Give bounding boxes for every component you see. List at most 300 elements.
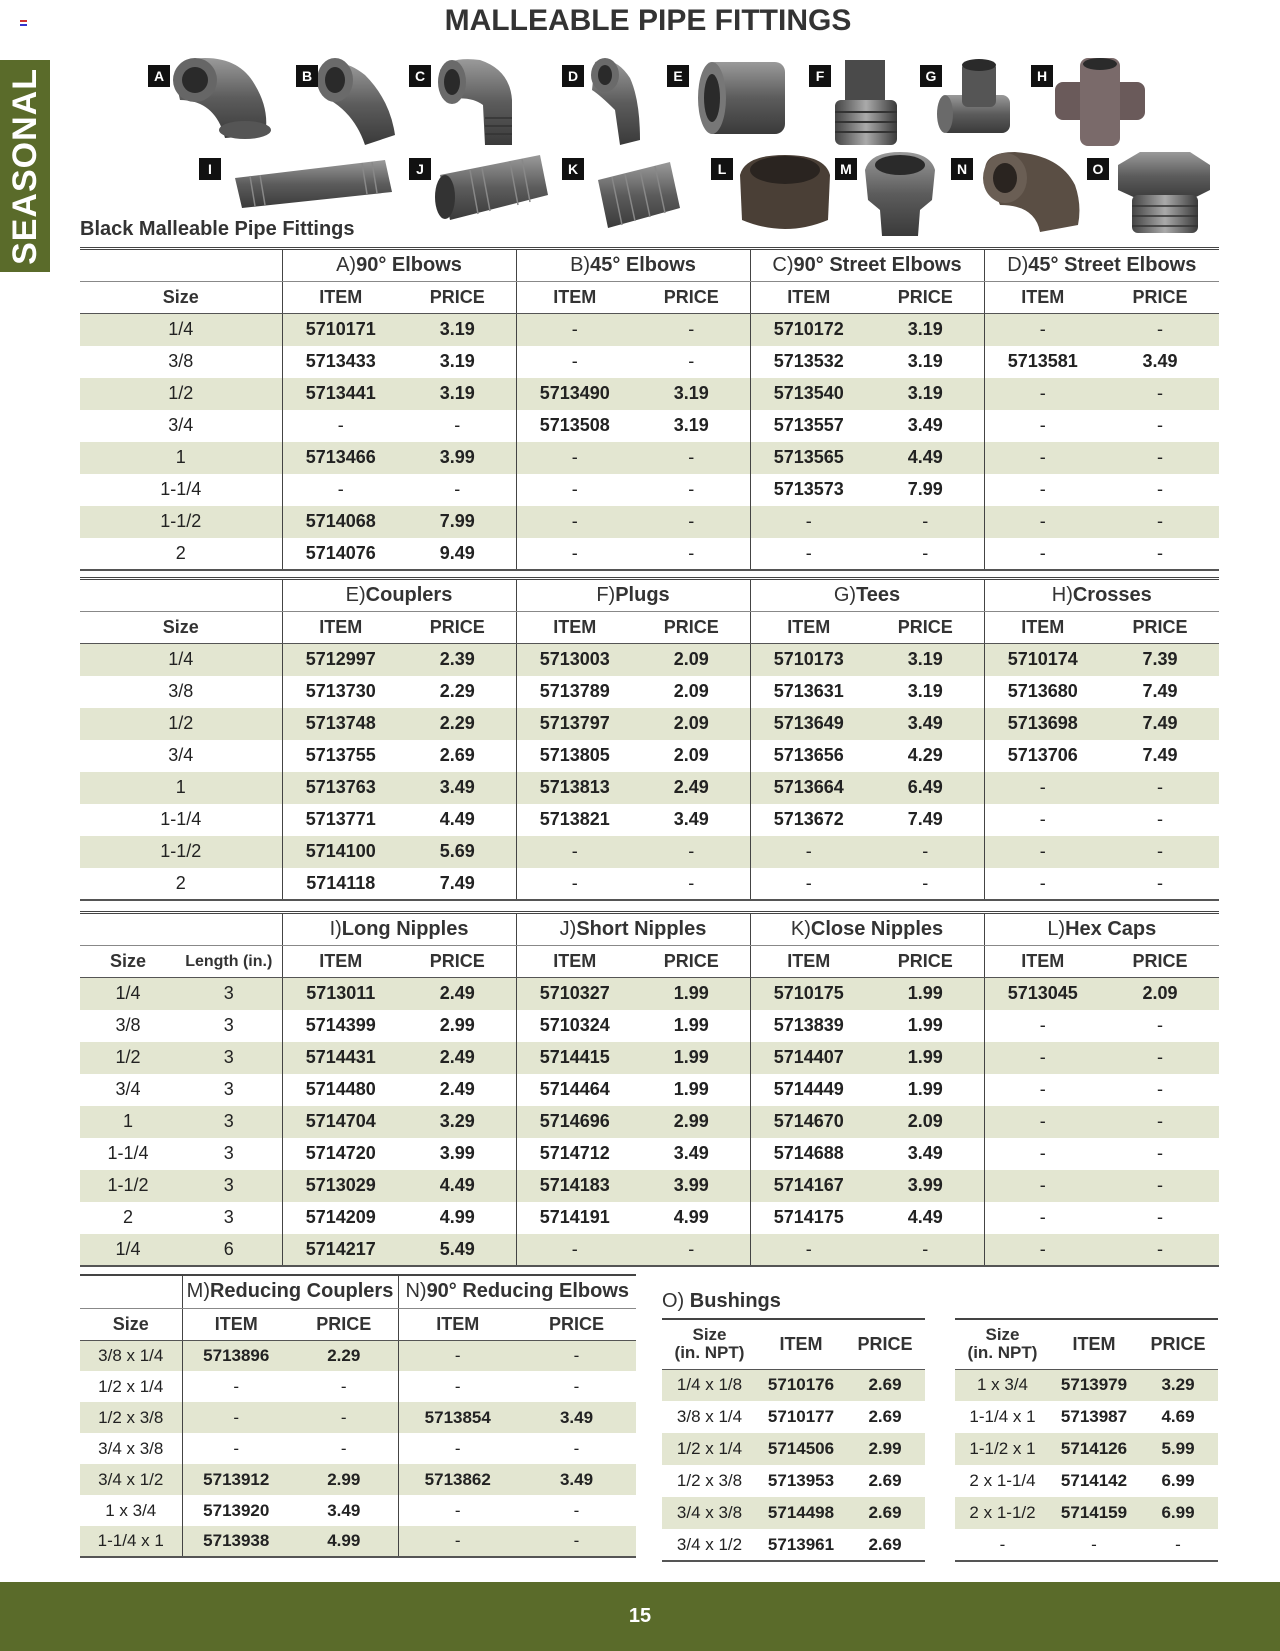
- table-cell: 3.99: [867, 1170, 984, 1202]
- table-cell: 2.49: [439, 1079, 475, 1099]
- table-cell: -: [290, 1402, 398, 1433]
- col-header-price: PRICE: [867, 282, 984, 314]
- table-row: [80, 1402, 636, 1433]
- table-row: [80, 644, 1219, 676]
- table-cell: 3: [223, 1079, 234, 1099]
- table-cell: -: [398, 1340, 517, 1371]
- table-cell: -: [984, 1106, 1101, 1138]
- table-cell: 3.49: [399, 772, 516, 804]
- table-cell: 5713003: [516, 644, 633, 676]
- table-cell: 3.19: [399, 378, 516, 410]
- reducing-elbow-photo: [983, 152, 1079, 232]
- table-cell: 5714142: [1060, 1471, 1128, 1490]
- table-cell: 3: [223, 1015, 234, 1035]
- table-cell: -: [984, 314, 1101, 346]
- table-cell: -: [999, 1534, 1006, 1554]
- table-cell: -: [398, 1371, 517, 1402]
- col-header-price: PRICE: [845, 1319, 925, 1369]
- table-cell: 5714431: [282, 1042, 399, 1074]
- table-cell: -: [633, 442, 750, 474]
- table-cell: 1.99: [907, 1079, 943, 1099]
- tee-photo: [937, 59, 1010, 133]
- table-cell: 3.19: [867, 378, 984, 410]
- table-cell: 5714415: [516, 1042, 633, 1074]
- table-row: [80, 538, 1219, 570]
- col-header-item: ITEM: [984, 282, 1101, 314]
- page-number: 15: [628, 1605, 652, 1627]
- table-cell: 5713508: [516, 410, 633, 442]
- table-row: [80, 1464, 636, 1495]
- table-cell: 5713748: [282, 708, 399, 740]
- reducing-coupler-photo: [865, 152, 935, 236]
- table-cell: 1-1/2: [80, 506, 282, 538]
- table-cell: 5713987: [1060, 1407, 1128, 1426]
- group-header: D)45° Street Elbows: [984, 249, 1219, 282]
- table-cell: 3: [176, 1170, 282, 1202]
- table-cell: 1.99: [633, 978, 750, 1010]
- col-header-price: PRICE: [1101, 946, 1219, 978]
- col-header-item: ITEM: [984, 612, 1101, 644]
- table-cell: -: [454, 415, 461, 435]
- table-cell: 5.99: [1138, 1433, 1218, 1465]
- table-cell: -: [867, 1234, 984, 1266]
- table-cell: 5.69: [399, 836, 516, 868]
- table-cell: 5714175: [750, 1202, 867, 1234]
- table-cell: -: [516, 868, 633, 900]
- table-cell: -: [1101, 378, 1219, 410]
- table-cell: -: [398, 1433, 517, 1464]
- table-cell: 2.09: [1101, 978, 1219, 1010]
- table-cell: 3.19: [399, 314, 516, 346]
- table-cell: 5710324: [516, 1010, 633, 1042]
- product-photos: [0, 0, 1280, 250]
- table-cell: 5713656: [750, 740, 867, 772]
- table-cell: 5713581: [984, 346, 1101, 378]
- table-cell: -: [867, 836, 984, 868]
- table-cell: 4.49: [399, 1170, 516, 1202]
- table-cell: 1-1/4: [160, 479, 202, 499]
- table-cell: 3/4: [115, 1079, 141, 1099]
- table-cell: -: [984, 868, 1101, 900]
- table-cell: 5714183: [516, 1170, 633, 1202]
- table-cell: -: [984, 506, 1101, 538]
- table-cell: -: [573, 1438, 580, 1458]
- table-cell: -: [1157, 1015, 1164, 1035]
- table-row: [80, 868, 1219, 900]
- table-cell: 5714209: [282, 1202, 399, 1234]
- table-cell: -: [688, 351, 695, 371]
- table-cell: 2.29: [399, 708, 516, 740]
- table-row: [80, 978, 1219, 1010]
- table-cell: 5714100: [282, 836, 399, 868]
- table-cell: 5713839: [750, 1010, 867, 1042]
- table-cell: -: [984, 1010, 1101, 1042]
- table-row: [955, 1529, 1218, 1561]
- table-cell: 5714399: [282, 1010, 399, 1042]
- table-cell: -: [922, 872, 929, 893]
- table-cell: -: [516, 1234, 633, 1266]
- table-cell: 5713953: [767, 1471, 835, 1490]
- table-cell: 1-1/4 x 1: [80, 1526, 182, 1557]
- col-header-price: PRICE: [399, 612, 516, 644]
- table-cell: 5714464: [516, 1074, 633, 1106]
- table-cell: -: [573, 1376, 580, 1396]
- table-cell: 5710177: [767, 1407, 835, 1426]
- product-label-l: L: [711, 158, 733, 180]
- table-cell: -: [454, 479, 461, 499]
- table-row: [80, 1371, 636, 1402]
- col-header-item: ITEM: [750, 282, 867, 314]
- table-cell: 5714720: [282, 1138, 399, 1170]
- product-label-d: D: [562, 65, 584, 87]
- table-row: [662, 1401, 925, 1433]
- table-cell: 7.49: [1101, 708, 1219, 740]
- table-cell: -: [984, 538, 1101, 570]
- bushings-title: O) Bushings: [662, 1290, 781, 1312]
- col-header-price: PRICE: [517, 1308, 636, 1340]
- table-row: [662, 1369, 925, 1401]
- table-cell: 3.19: [907, 681, 943, 701]
- table-cell: -: [984, 772, 1101, 804]
- table-cell: 5714118: [282, 868, 399, 900]
- table-row: [80, 740, 1219, 772]
- table-cell: 5710175: [750, 978, 867, 1010]
- table-cell: 6.99: [1138, 1497, 1218, 1529]
- table-cell: -: [867, 506, 984, 538]
- table-cell: -: [984, 1042, 1101, 1074]
- table-cell: 7.49: [1142, 745, 1178, 765]
- table-cell: 2.09: [867, 1106, 984, 1138]
- table-cell: -: [750, 538, 867, 570]
- table-cell: -: [282, 474, 399, 506]
- col-header-price: PRICE: [633, 946, 750, 978]
- table-cell: 4.99: [290, 1526, 398, 1557]
- group-header: I)Long Nipples: [282, 913, 516, 946]
- table-cell: 5714712: [516, 1138, 633, 1170]
- table-cell: -: [1157, 479, 1164, 499]
- product-label-a: A: [148, 65, 170, 87]
- table-cell: 5713896: [182, 1340, 290, 1371]
- table-cell: 2 x 1-1/4: [969, 1471, 1036, 1490]
- table-cell: -: [984, 1170, 1101, 1202]
- table-cell: 5713441: [282, 378, 399, 410]
- table-row: [80, 474, 1219, 506]
- table-cell: -: [984, 474, 1101, 506]
- table-cell: 4.49: [439, 809, 475, 829]
- table-cell: 5714670: [750, 1106, 867, 1138]
- table-cell: -: [1101, 836, 1219, 868]
- table-cell: -: [984, 1138, 1101, 1170]
- col-header-item: ITEM: [750, 612, 867, 644]
- table-cell: 3/4 x 1/2: [676, 1534, 743, 1554]
- table-cell: -: [398, 1495, 517, 1526]
- table-cell: 3.19: [907, 351, 943, 371]
- col-header-size: Size: [80, 946, 176, 978]
- table-row: [80, 1526, 636, 1557]
- table-row: [80, 1010, 1219, 1042]
- table-cell: 5713813: [516, 772, 633, 804]
- table-cell: 5713755: [282, 740, 399, 772]
- table-cell: 1 x 3/4: [105, 1500, 157, 1520]
- table-cell: -: [984, 804, 1101, 836]
- col-header-size: Size: [80, 282, 282, 314]
- table-cell: 6.49: [867, 772, 984, 804]
- table-row: [80, 1340, 636, 1371]
- table-cell: 4.69: [1161, 1407, 1195, 1426]
- table-row: [80, 410, 1219, 442]
- table-cell: 5713011: [282, 978, 399, 1010]
- table-cell: 1/4: [80, 978, 176, 1010]
- product-label-o: O: [1087, 158, 1109, 180]
- table-cell: 1.99: [867, 978, 984, 1010]
- table-cell: 5713789: [516, 676, 633, 708]
- table-cell: 4.49: [867, 442, 984, 474]
- bushings-table-right: [955, 1318, 1218, 1562]
- table-cell: -: [688, 542, 695, 563]
- table-cell: -: [517, 1526, 636, 1557]
- table-cell: -: [984, 1202, 1101, 1234]
- cross-photo: [1055, 58, 1145, 146]
- table-cell: 5713979: [1050, 1369, 1138, 1401]
- street-elbow-45-photo: [591, 58, 640, 145]
- table-cell: 5713631: [750, 676, 867, 708]
- table-cell: 5713490: [516, 378, 633, 410]
- table-cell: -: [517, 1340, 636, 1371]
- group-header: J)Short Nipples: [516, 913, 750, 946]
- table-cell: -: [1157, 872, 1164, 893]
- table-cell: -: [1091, 1534, 1097, 1554]
- table-cell: 5714506: [757, 1433, 845, 1465]
- table-cell: 3.49: [867, 708, 984, 740]
- table-cell: 2.99: [845, 1433, 925, 1465]
- table-cell: -: [1157, 415, 1164, 435]
- table-cell: 3.19: [633, 378, 750, 410]
- table-cell: 3.29: [1138, 1369, 1218, 1401]
- table-cell: 7.99: [399, 506, 516, 538]
- table-cell: 1/4: [80, 314, 282, 346]
- table-cell: 5714068: [282, 506, 399, 538]
- table-cell: -: [1101, 1106, 1219, 1138]
- table-cell: 1-1/4 x 1: [969, 1407, 1036, 1426]
- table-cell: 5714696: [516, 1106, 633, 1138]
- table-cell: 5713557: [750, 410, 867, 442]
- table-cell: 5713565: [750, 442, 867, 474]
- col-header-price: PRICE: [1138, 1319, 1218, 1369]
- table-cell: 1/4: [80, 1234, 176, 1266]
- table-row: [80, 506, 1219, 538]
- table-cell: 5714704: [282, 1106, 399, 1138]
- table-cell: 1.99: [907, 1015, 943, 1035]
- product-label-k: K: [562, 158, 584, 180]
- group-header: G)Tees: [750, 579, 984, 612]
- table-cell: 2: [175, 542, 186, 563]
- product-label-n: N: [951, 158, 973, 180]
- table-cell: 2.49: [399, 1042, 516, 1074]
- table-cell: -: [516, 346, 633, 378]
- table-cell: 3: [176, 978, 282, 1010]
- table-cell: 2.39: [399, 644, 516, 676]
- table-cell: -: [282, 410, 399, 442]
- table-cell: 2.49: [399, 978, 516, 1010]
- col-header-item: ITEM: [282, 612, 399, 644]
- table-cell: -: [633, 314, 750, 346]
- table-cell: -: [984, 1234, 1101, 1266]
- table-cell: 1/2: [80, 708, 282, 740]
- table-cell: -: [182, 1402, 290, 1433]
- table-row: [662, 1497, 925, 1529]
- product-label-g: G: [920, 65, 942, 87]
- table-cell: 5713532: [750, 346, 867, 378]
- table-cell: 5713821: [516, 804, 633, 836]
- product-label-h: H: [1031, 65, 1053, 87]
- table-cell: -: [984, 410, 1101, 442]
- table-cell: 5710176: [757, 1369, 845, 1401]
- table-cell: 5714407: [750, 1042, 867, 1074]
- page-title: MALLEABLE PIPE FITTINGS: [444, 4, 852, 37]
- table-cell: 9.49: [439, 542, 475, 563]
- product-label-m: M: [835, 158, 857, 180]
- group-header: A)90° Elbows: [282, 249, 516, 282]
- table-cell: 3/4 x 1/2: [80, 1464, 182, 1495]
- table-cell: 5714217: [282, 1234, 399, 1266]
- table-cell: 1.99: [867, 1042, 984, 1074]
- table-cell: -: [182, 1371, 290, 1402]
- long-nipple-photo: [235, 160, 392, 208]
- table-cell: 3/8: [168, 351, 194, 371]
- table-cell: -: [750, 1234, 867, 1266]
- table-cell: 6: [176, 1234, 282, 1266]
- table-cell: -: [1101, 314, 1219, 346]
- table-cell: 5713466: [282, 442, 399, 474]
- table-cell: 3.49: [517, 1464, 636, 1495]
- table-cell: -: [398, 1526, 517, 1557]
- col-header-size-npt: Size (in. NPT): [662, 1319, 757, 1369]
- table-cell: 2.99: [633, 1106, 750, 1138]
- product-label-f: F: [809, 65, 831, 87]
- table-cell: 1/4: [80, 644, 282, 676]
- section-subtitle: Black Malleable Pipe Fittings: [80, 218, 355, 240]
- table-cell: 7.49: [1142, 681, 1178, 701]
- table-cell: 3/4 x 3/8: [662, 1497, 757, 1529]
- table-cell: 2.69: [845, 1369, 925, 1401]
- table-cell: 3/8 x 1/4: [676, 1407, 743, 1426]
- table-row: [955, 1465, 1218, 1497]
- table-cell: 3: [223, 1143, 234, 1163]
- table-cell: 3/4: [168, 745, 194, 765]
- table-cell: 2.69: [868, 1407, 902, 1426]
- bushing-photo: [1118, 152, 1210, 233]
- table-row: [80, 836, 1219, 868]
- table-row: [80, 1106, 1219, 1138]
- table-cell: 3.49: [907, 1143, 943, 1163]
- table-cell: 5713540: [750, 378, 867, 410]
- table-cell: 3.19: [867, 644, 984, 676]
- table-cell: 5713938: [182, 1526, 290, 1557]
- table-cell: -: [182, 1433, 290, 1464]
- table-cell: 1: [80, 442, 282, 474]
- table-cell: 5714480: [282, 1074, 399, 1106]
- table-cell: -: [633, 1234, 750, 1266]
- table-row: [955, 1497, 1218, 1529]
- table-cell: 2.99: [439, 1015, 475, 1035]
- table-cell: 1/2: [80, 1042, 176, 1074]
- table-cell: 3.49: [1142, 351, 1178, 371]
- table-row: [662, 1529, 925, 1561]
- table-row: [80, 314, 1219, 346]
- table-row: [80, 1042, 1219, 1074]
- table-cell: 2.69: [439, 745, 475, 765]
- table-cell: 5713912: [182, 1464, 290, 1495]
- table-cell: 4.29: [907, 745, 943, 765]
- table-cell: 3: [223, 1207, 234, 1227]
- table-cell: 3.49: [907, 415, 943, 435]
- table-cell: 7.39: [1101, 644, 1219, 676]
- table-row: [80, 442, 1219, 474]
- close-nipple-photo: [598, 162, 680, 228]
- table-cell: 5714126: [1050, 1433, 1138, 1465]
- table-row: [80, 772, 1219, 804]
- table-cell: 1-1/2: [80, 836, 282, 868]
- table-cell: 5713862: [398, 1464, 517, 1495]
- table-cell: 3.49: [673, 1143, 709, 1163]
- group-header: L)Hex Caps: [984, 913, 1219, 946]
- table-cell: 3.19: [439, 351, 475, 371]
- table-cell: -: [984, 1074, 1101, 1106]
- table-cell: -: [1101, 772, 1219, 804]
- table-cell: 5710174: [984, 644, 1101, 676]
- table-cell: 3.99: [633, 1170, 750, 1202]
- table-cell: -: [688, 872, 695, 893]
- table-cell: -: [1157, 1079, 1164, 1099]
- table-cell: 1.99: [633, 1042, 750, 1074]
- table-cell: 5713698: [984, 708, 1101, 740]
- elbow-45-photo: [317, 58, 395, 145]
- table-cell: -: [1101, 1170, 1219, 1202]
- product-label-b: B: [296, 65, 318, 87]
- table-cell: 2.29: [290, 1340, 398, 1371]
- table-cell: -: [340, 1438, 347, 1458]
- table-cell: -: [516, 538, 633, 570]
- elbows-table: [80, 247, 1219, 571]
- product-label-j: J: [409, 158, 431, 180]
- col-header-item: ITEM: [282, 946, 399, 978]
- table-cell: 5710173: [750, 644, 867, 676]
- table-cell: 5713029: [282, 1170, 399, 1202]
- table-cell: 4.49: [907, 1207, 943, 1227]
- col-header-price: PRICE: [1101, 282, 1219, 314]
- col-header-item: ITEM: [516, 946, 633, 978]
- group-header: E)Couplers: [282, 579, 516, 612]
- col-header-item: ITEM: [984, 946, 1101, 978]
- table-row: [80, 708, 1219, 740]
- table-cell: 3.49: [327, 1500, 361, 1520]
- table-cell: 3.99: [439, 1143, 475, 1163]
- table-cell: 3.99: [399, 442, 516, 474]
- page-footer: [0, 1582, 1280, 1651]
- table-cell: -: [688, 479, 695, 499]
- street-elbow-90-photo: [438, 59, 512, 145]
- table-cell: 1.99: [673, 1079, 709, 1099]
- col-header-item: ITEM: [398, 1308, 517, 1340]
- table-cell: 3.49: [517, 1402, 636, 1433]
- table-cell: 1-1/4: [107, 1143, 149, 1163]
- table-cell: 3.19: [673, 415, 709, 435]
- bushings-table-left: [662, 1318, 925, 1562]
- table-cell: -: [922, 542, 929, 563]
- table-cell: 5710327: [516, 978, 633, 1010]
- product-label-c: C: [409, 65, 431, 87]
- table-cell: 7.49: [907, 809, 943, 829]
